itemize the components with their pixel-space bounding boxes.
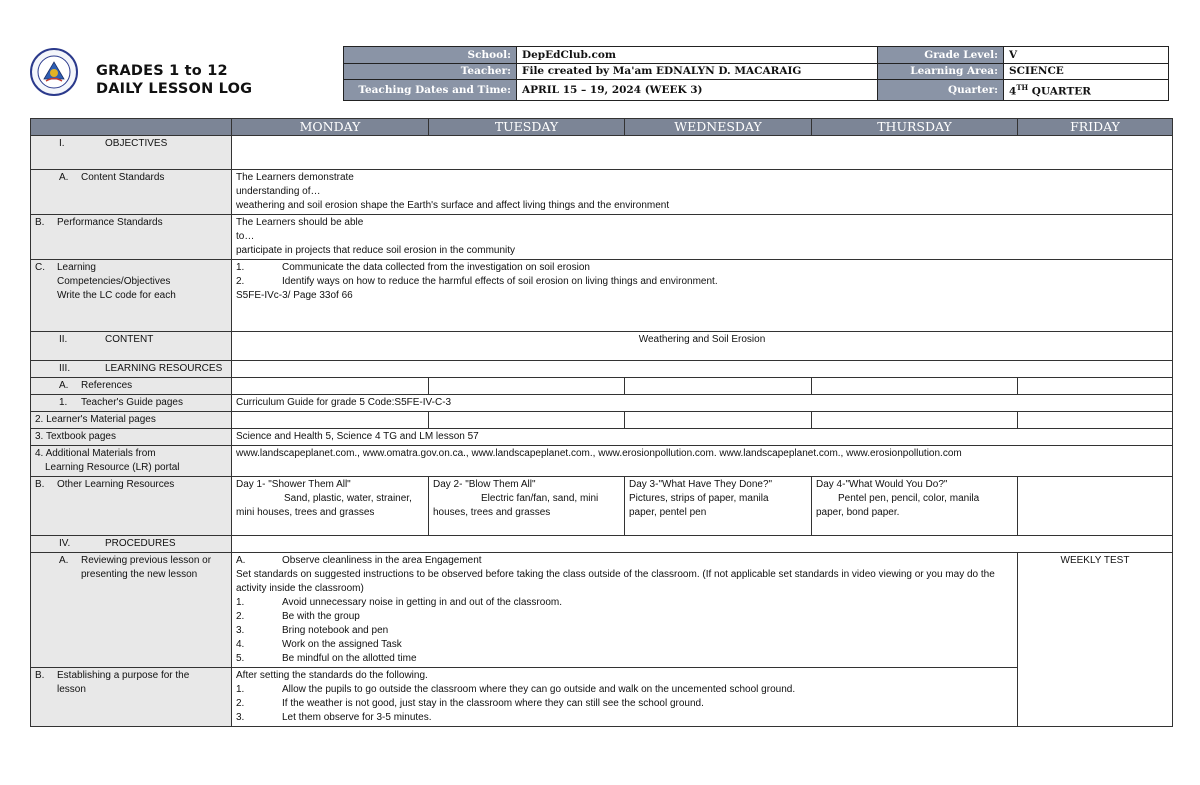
references-label: References <box>81 380 133 391</box>
other-resources-friday <box>1018 477 1173 536</box>
other-resources-wednesday <box>625 477 812 536</box>
establishing-item <box>236 697 1013 711</box>
references-thursday <box>812 378 1018 395</box>
competencies-label-2: Competencies/Objectives <box>57 276 171 287</box>
references-num: A. <box>59 380 69 391</box>
reviewing-item-4-text: Work on the assigned Task <box>282 639 402 650</box>
procedures-num: IV. <box>59 538 71 549</box>
reviewing-content-cell <box>232 553 1018 668</box>
document-title <box>96 62 252 98</box>
learning-resources-num: III. <box>59 363 71 374</box>
thursday-materials-1: Pentel pen, pencil, color, manila <box>838 493 980 504</box>
other-resources-row <box>31 477 1173 536</box>
references-row <box>31 378 1173 395</box>
competencies-content-cell <box>232 260 1173 332</box>
references-tuesday <box>429 378 625 395</box>
establishing-item-2-num: 2. <box>236 698 245 709</box>
teachers-guide-label: Teacher's Guide pages <box>81 397 183 408</box>
content-standards-line-2: understanding of… <box>236 186 321 197</box>
teachers-guide-row <box>31 395 1173 412</box>
quarter-suffix: TH <box>1016 82 1029 92</box>
establishing-label-2: lesson <box>57 684 86 695</box>
reviewing-item <box>236 596 1013 610</box>
references-label-cell <box>31 378 232 395</box>
learners-material-thursday <box>812 412 1018 429</box>
learning-resources-label-cell <box>31 361 232 378</box>
references-friday <box>1018 378 1173 395</box>
other-resources-tuesday <box>429 477 625 536</box>
weekly-test-cell <box>1018 553 1173 727</box>
content-label-cell <box>31 332 232 361</box>
teachers-guide-num: 1. <box>59 397 68 408</box>
content-standards-line-3: weathering and soil erosion shape the Earth's surface and affect living things and the environment <box>236 200 670 211</box>
reviewing-item <box>236 624 1013 638</box>
content-num: II. <box>59 334 68 345</box>
tuesday-activity-title: Day 2- "Blow Them All" <box>433 479 536 490</box>
establishing-num: B. <box>35 670 45 681</box>
grade-level-label: Grade Level: <box>878 47 1004 64</box>
textbook-value: Science and Health 5, Science 4 TG and LM lesson 57 <box>232 429 1173 446</box>
establishing-item-3-text: Let them observe for 3-5 minutes. <box>282 712 432 723</box>
wednesday-materials-1: Pictures, strips of paper, manila <box>629 493 769 504</box>
school-value: DepEdClub.com <box>517 47 878 64</box>
reviewing-item-3-num: 3. <box>236 625 245 636</box>
other-resources-num: B. <box>35 479 45 490</box>
competencies-label-cell <box>31 260 232 332</box>
procedures-row <box>31 536 1173 553</box>
header-info-table <box>343 46 1169 101</box>
reviewing-item-5-text: Be mindful on the allotted time <box>282 653 417 664</box>
reviewing-label-2: presenting the new lesson <box>81 569 198 580</box>
performance-standards-content-cell <box>232 215 1173 260</box>
textbook-row <box>31 429 1173 446</box>
lesson-log-table <box>30 118 1173 727</box>
quarter-text: QUARTER <box>1028 85 1092 98</box>
competency-2-text: Identify ways on how to reduce the harmful effects of soil erosion on living things and environment. <box>282 276 718 287</box>
reviewing-item <box>236 652 1013 666</box>
competencies-label-3: Write the LC code for each <box>57 290 176 301</box>
thursday-materials-2: paper, bond paper. <box>816 507 900 518</box>
establishing-content-cell <box>232 668 1018 727</box>
performance-standards-line-3: participate in projects that reduce soil erosion in the community <box>236 245 516 256</box>
day-monday: MONDAY <box>232 119 429 136</box>
content-standards-row <box>31 170 1173 215</box>
competencies-label-1: Learning <box>57 262 96 273</box>
objectives-label-cell <box>31 136 232 170</box>
competency-2-num: 2. <box>236 276 245 287</box>
monday-activity-title: Day 1- "Shower Them All" <box>236 479 351 490</box>
establishing-label-1: Establishing a purpose for the <box>57 670 190 681</box>
reviewing-num: A. <box>59 555 69 566</box>
learners-material-row <box>31 412 1173 429</box>
title-line-1: GRADES 1 to 12 <box>96 63 228 79</box>
additional-materials-value: www.landscapeplanet.com., www.omatra.gov.on.ca., www.landscapeplanet.com., www.erosionpollution.com. www.landscapeplanet.com., www.erosionpollution.com <box>232 446 1173 477</box>
monday-materials-1: Sand, plastic, water, strainer, <box>284 493 412 504</box>
textbook-label: 3. Textbook pages <box>31 429 232 446</box>
establishing-row <box>31 668 1173 727</box>
additional-materials-row <box>31 446 1173 477</box>
teacher-label: Teacher: <box>344 63 517 80</box>
establishing-item <box>236 711 1013 725</box>
learners-material-friday <box>1018 412 1173 429</box>
performance-standards-row <box>31 215 1173 260</box>
procedures-label-cell <box>31 536 232 553</box>
quarter-label: Quarter: <box>878 80 1004 101</box>
objectives-num: I. <box>59 138 65 149</box>
other-resources-label-cell <box>31 477 232 536</box>
objectives-row <box>31 136 1173 170</box>
learning-area-label: Learning Area: <box>878 63 1004 80</box>
competency-code: S5FE-IVc-3/ Page 33of 66 <box>236 290 353 301</box>
day-friday: FRIDAY <box>1018 119 1173 136</box>
monday-materials-2: mini houses, trees and grasses <box>236 507 375 518</box>
performance-standards-label-cell <box>31 215 232 260</box>
learners-material-monday <box>232 412 429 429</box>
reviewing-label-cell <box>31 553 232 668</box>
reviewing-label-1: Reviewing previous lesson or <box>81 555 212 566</box>
teaching-dates-label: Teaching Dates and Time: <box>344 80 517 101</box>
other-resources-monday <box>232 477 429 536</box>
establishing-item-2-text: If the weather is not good, just stay in the classroom where they can still see the school ground. <box>282 698 704 709</box>
school-label: School: <box>344 47 517 64</box>
thursday-activity-title: Day 4-"What Would You Do?" <box>816 479 948 490</box>
reviewing-head-num: A. <box>236 555 246 566</box>
content-label: CONTENT <box>105 334 154 345</box>
reviewing-item-2-num: 2. <box>236 611 245 622</box>
competency-1-text: Communicate the data collected from the investigation on soil erosion <box>282 262 590 273</box>
additional-materials-label-2: Learning Resource (LR) portal <box>45 462 180 473</box>
procedures-label: PROCEDURES <box>105 538 176 549</box>
performance-standards-line-1: The Learners should be able <box>236 217 364 228</box>
performance-standards-line-2: to… <box>236 231 255 242</box>
content-standards-label: Content Standards <box>81 172 165 183</box>
weekly-test-label: WEEKLY TEST <box>1060 555 1130 566</box>
teaching-dates-value: APRIL 15 – 19, 2024 (WEEK 3) <box>517 80 878 101</box>
performance-standards-label: Performance Standards <box>57 217 163 228</box>
procedures-content-cell <box>232 536 1173 553</box>
additional-materials-label-cell <box>31 446 232 477</box>
competencies-row <box>31 260 1173 332</box>
content-row <box>31 332 1173 361</box>
performance-standards-num: B. <box>35 217 45 228</box>
references-monday <box>232 378 429 395</box>
content-standards-line-1: The Learners demonstrate <box>236 172 354 183</box>
day-tuesday: TUESDAY <box>429 119 625 136</box>
reviewing-item-5-num: 5. <box>236 653 245 664</box>
reviewing-item <box>236 610 1013 624</box>
other-resources-thursday <box>812 477 1018 536</box>
tuesday-materials-1: Electric fan/fan, sand, mini <box>481 493 599 504</box>
content-standards-label-cell <box>31 170 232 215</box>
tuesday-materials-2: houses, trees and grasses <box>433 507 551 518</box>
content-standards-content-cell <box>232 170 1173 215</box>
grade-level-value: V <box>1004 47 1169 64</box>
competency-1-num: 1. <box>236 262 245 273</box>
teachers-guide-label-cell <box>31 395 232 412</box>
wednesday-activity-title: Day 3-"What Have They Done?" <box>629 479 773 490</box>
reviewing-item-1-text: Avoid unnecessary noise in getting in and out of the classroom. <box>282 597 562 608</box>
learning-area-value: SCIENCE <box>1004 63 1169 80</box>
objectives-content-cell <box>232 136 1173 170</box>
learners-material-tuesday <box>429 412 625 429</box>
establishing-label-cell <box>31 668 232 727</box>
learning-resources-label: LEARNING RESOURCES <box>105 363 223 374</box>
additional-materials-label-1: 4. Additional Materials from <box>35 448 156 459</box>
competencies-num: C. <box>35 262 45 273</box>
learners-material-wednesday <box>625 412 812 429</box>
teacher-value: File created by Ma'am EDNALYN D. MACARAIG <box>517 63 878 80</box>
wednesday-materials-2: paper, pentel pen <box>629 507 707 518</box>
reviewing-item-2-text: Be with the group <box>282 611 360 622</box>
quarter-value <box>1004 80 1169 101</box>
day-wednesday: WEDNESDAY <box>625 119 812 136</box>
deped-seal-icon <box>30 46 78 98</box>
corner-cell <box>31 119 232 136</box>
establishing-item <box>236 683 1013 697</box>
learning-resources-content-cell <box>232 361 1173 378</box>
reviewing-head: Observe cleanliness in the area Engagement <box>282 555 482 566</box>
content-standards-num: A. <box>59 172 69 183</box>
establishing-item-3-num: 3. <box>236 712 245 723</box>
reviewing-item-1-num: 1. <box>236 597 245 608</box>
other-resources-label: Other Learning Resources <box>57 479 175 490</box>
reviewing-paragraph: Set standards on suggested instructions to be observed before taking the class outside of the classroom. (If not applicable set standards in video viewing or you may do the activity inside the classroom) <box>236 569 995 594</box>
learners-material-label: 2. Learner's Material pages <box>31 412 232 429</box>
establishing-item-1-num: 1. <box>236 684 245 695</box>
objectives-label: OBJECTIVES <box>105 138 168 149</box>
establishing-item-1-text: Allow the pupils to go outside the classroom where they can go outside and walk on the uncemented school ground. <box>282 684 796 695</box>
content-value: Weathering and Soil Erosion <box>232 332 1173 361</box>
reviewing-item-4-num: 4. <box>236 639 245 650</box>
reviewing-row <box>31 553 1173 668</box>
references-wednesday <box>625 378 812 395</box>
day-thursday: THURSDAY <box>812 119 1018 136</box>
reviewing-item <box>236 638 1013 652</box>
days-header-row <box>31 119 1173 136</box>
learning-resources-row <box>31 361 1173 378</box>
title-line-2: DAILY LESSON LOG <box>96 81 253 97</box>
reviewing-item-3-text: Bring notebook and pen <box>282 625 389 636</box>
establishing-intro: After setting the standards do the following. <box>236 670 428 681</box>
teachers-guide-value: Curriculum Guide for grade 5 Code:S5FE-IV-C-3 <box>232 395 1173 412</box>
quarter-number: 4 <box>1009 85 1017 98</box>
